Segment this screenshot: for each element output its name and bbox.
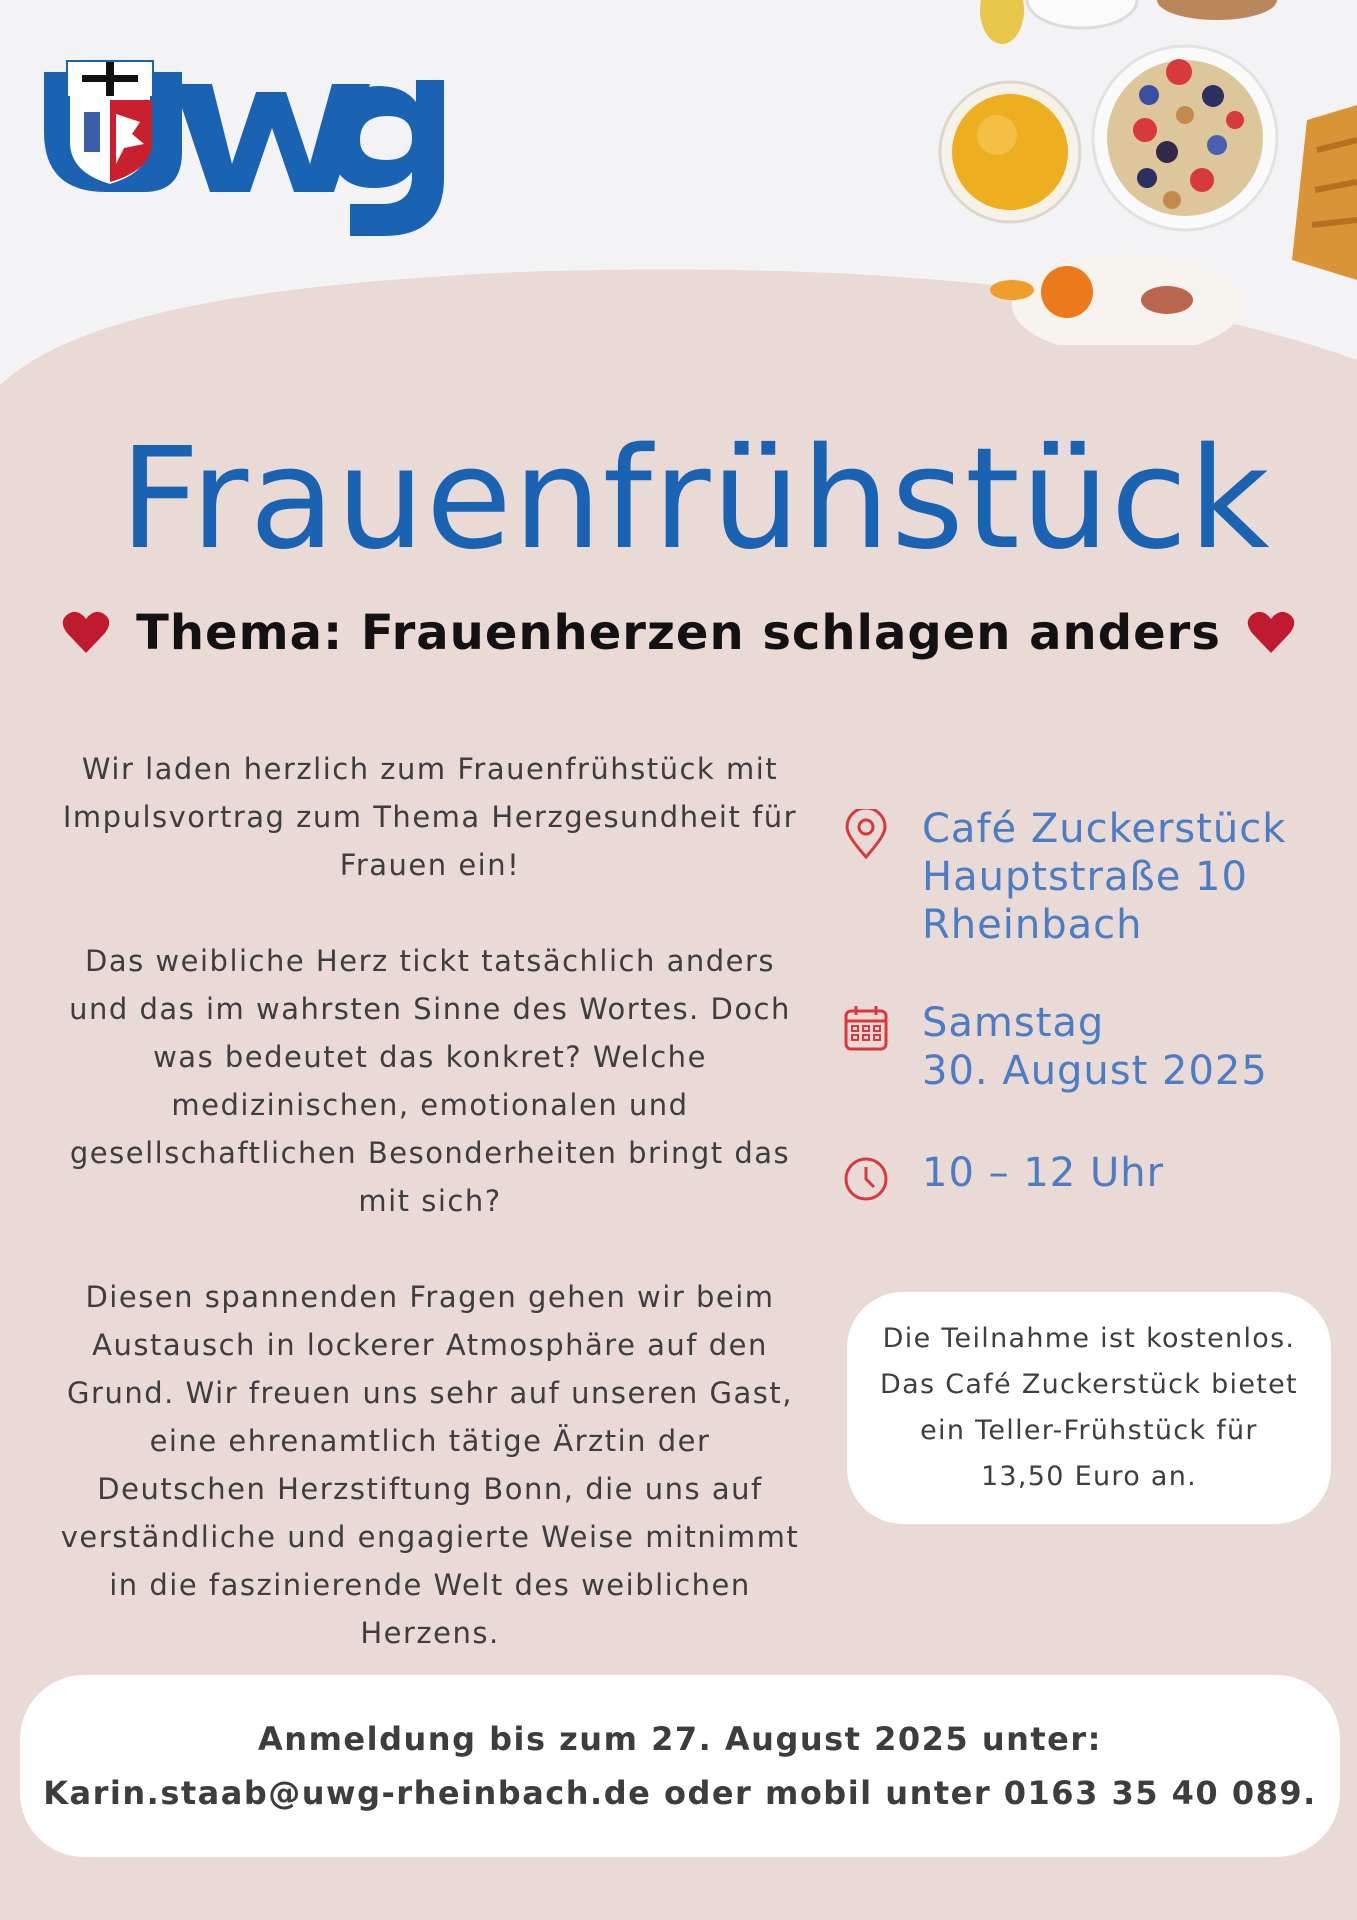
date-weekday: Samstag [922,1000,1105,1046]
subtitle-row [0,605,1357,661]
location-row [842,805,1342,949]
location-city: Rheinbach [922,902,1143,948]
uwg-logo [44,52,464,236]
time-row [842,1149,1342,1205]
page-title: Frauenfrühstück [119,418,1271,581]
subtitle-text: Thema: Frauenherzen schlagen anders [136,605,1221,661]
date-row [842,999,1342,1095]
price-line: Die Teilnahme ist kostenlos. [882,1323,1296,1354]
heart-icon [62,611,110,655]
registration-contact[interactable]: Karin.staab@uwg-rheinbach.de oder mobil unter 0163 35 40 089. [43,1774,1317,1812]
event-info [842,805,1342,1205]
price-line: Das Café Zuckerstück bietet [880,1369,1298,1400]
time-value: 10 – 12 Uhr [922,1150,1165,1196]
registration-deadline: Anmeldung bis zum 27. August 2025 unter: [258,1720,1102,1758]
breakfast-food-image [917,0,1357,345]
location-name: Café Zuckerstück [922,806,1287,852]
intro-text [60,745,800,1705]
intro-paragraph: Wir laden herzlich zum Frauenfrühstück mit Impulsvortrag zum Thema Herzgesundheit für Frauen ein! [62,752,798,882]
price-box [847,1292,1331,1524]
date-value: 30. August 2025 [922,1048,1268,1094]
registration-box [20,1675,1340,1857]
price-line: ein Teller-Frühstück für [920,1415,1258,1446]
location-street: Hauptstraße 10 [922,854,1248,900]
heart-icon [1247,611,1295,655]
intro-paragraph: Das weibliche Herz tickt tatsächlich anders und das im wahrsten Sinne des Wortes. Doch was bedeutet das konkret? Welche medizinischen, emotionalen und gesellschaftlichen Besonderheiten bringt das mit sich? [69,944,791,1218]
location-pin-icon [842,809,890,861]
clock-icon [842,1153,890,1205]
calendar-icon [842,1003,890,1055]
intro-paragraph: Diesen spannenden Fragen gehen wir beim Austausch in lockerer Atmosphäre auf den Grund. Wir freuen uns sehr auf unseren Gast, eine ehrenamtlich tätige Ärztin der Deutschen Herzstiftung Bonn, die uns auf verständliche und engagierte Weise mitnimmt in die faszinierende Welt des weiblichen Herzens. [60,1280,800,1650]
price-line: 13,50 Euro an. [980,1461,1198,1492]
